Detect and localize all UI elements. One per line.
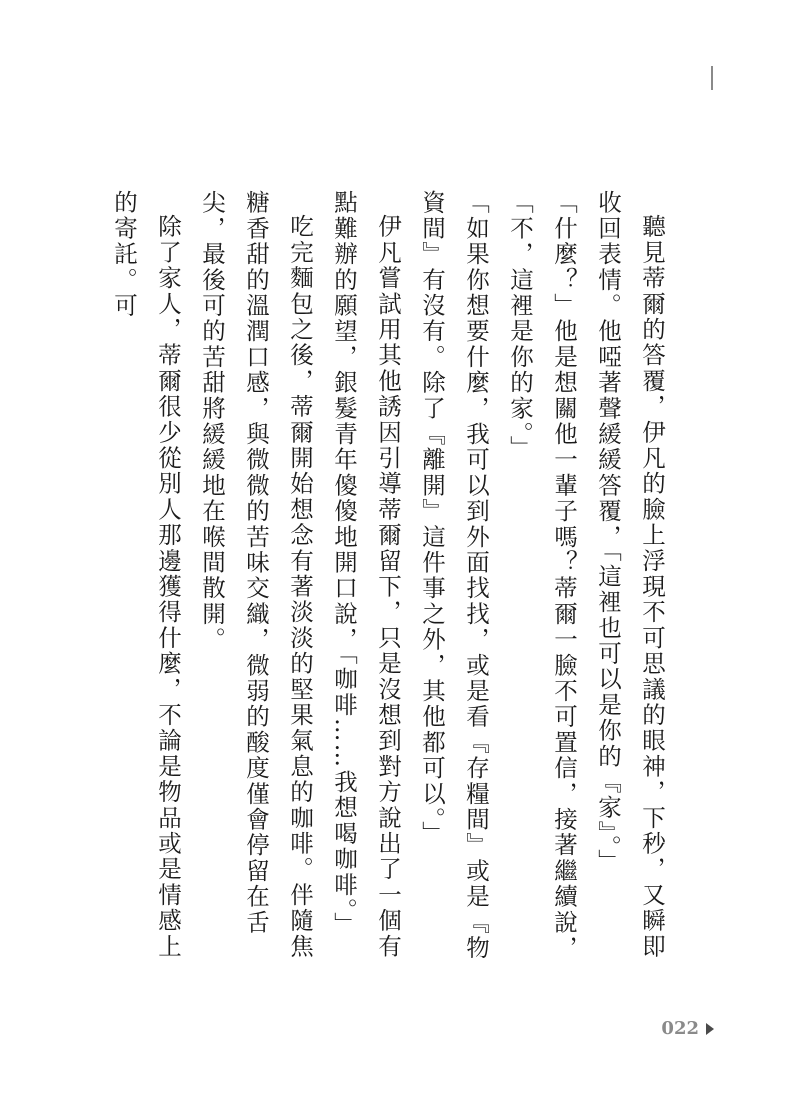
- header-rule: [711, 66, 713, 90]
- page-number-footer: [661, 1018, 714, 1039]
- paragraph-5: 吃完麵包之後，蒂爾開始想念有著淡淡的堅果氣息的咖啡。伴隨焦糖香甜的溫潤口感，與微微的苦味交織，微弱的酸度僅會停留在舌尖，最後可的苦甜將緩緩地在喉間散開。: [198, 190, 314, 959]
- paragraph-2: 「什麼？」他是想關他一輩子嗎？蒂爾一臉不可置信，接著繼續說，「不，這裡是你的家。」: [506, 190, 578, 961]
- body-text: [102, 190, 674, 970]
- paragraph-3: 「如果你想要什麼，我可以到外面找找，或是看『存糧間』或是『物資間』有沒有。除了『離開』這件事之外，其他都可以。」: [418, 190, 490, 961]
- next-page-arrow-icon: [706, 1023, 714, 1035]
- page-number: 022: [661, 1018, 699, 1039]
- paragraph-1: 聽見蒂爾的答覆，伊凡的臉上浮現不可思議的眼神，下秒，又瞬即收回表情。他啞著聲緩緩答覆，「這裡也可以是你的『家』。」: [594, 190, 666, 959]
- paragraph-4: 伊凡嘗試用其他誘因引導蒂爾留下，只是沒想到對方說出了一個有點難辦的願望，銀髮青年傻傻地開口說，「咖啡……我想喝咖啡。」: [330, 190, 402, 959]
- paragraph-6: 除了家人，蒂爾很少從別人那邊獲得什麼，不論是物品或是情感上的寄託。可: [110, 190, 182, 959]
